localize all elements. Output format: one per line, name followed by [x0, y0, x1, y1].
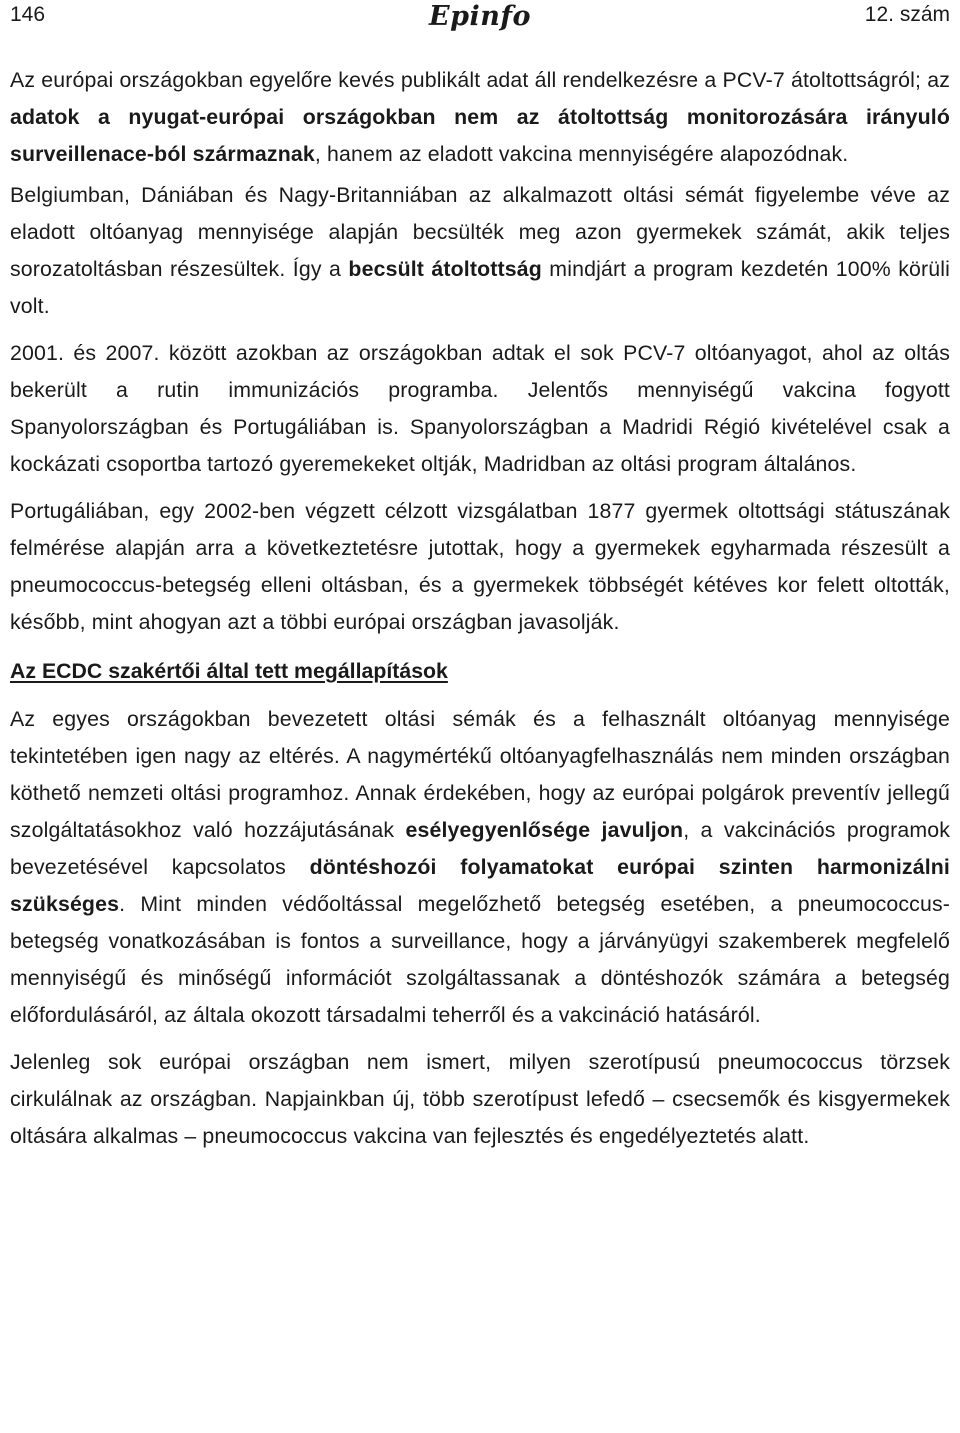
- paragraph-1-bold: adatok a nyugat-európai országokban nem az átoltottság monitorozására irányuló surveillenace-ból származnak: [10, 105, 950, 166]
- paragraph-4-text: Portugáliában, egy 2002-ben végzett célzott vizsgálatban 1877 gyermek oltottsági státuszának felmérése alapján arra a következtetésre jutottak, hogy a gyermekek egyharmada részesült a pneumococcus-betegség elleni oltásban, és a gyermekek többségét kétéves kor felett oltották, később, mint ahogyan azt a többi európai országban javasolják.: [10, 499, 950, 634]
- paragraph-1: [10, 62, 950, 173]
- paragraph-1-text-b: , hanem az eladott vakcina mennyiségére alapozódnak.: [314, 142, 849, 166]
- paragraph-1-text-a: Az európai országokban egyelőre kevés publikált adat áll rendelkezésre a PCV-7 átoltottságról; az: [10, 68, 950, 92]
- paragraph-5: [10, 701, 950, 1034]
- article-body: [10, 62, 950, 1165]
- page-header: [0, 0, 960, 34]
- paragraph-3-text: 2001. és 2007. között azokban az országokban adtak el sok PCV-7 oltóanyagot, ahol az oltás bekerült a rutin immunizációs programba. Jelentős mennyiségű vakcina fogyott Spanyolországban és Portugáliában is. Spanyolországban a Madridi Régió kivételével csak a kockázati csoportba tartozó gyeremekeket oltják, Madridban az oltási program általános.: [10, 341, 950, 476]
- paragraph-5-bold-a: esélyegyenlősége javuljon: [405, 818, 684, 842]
- paragraph-4: [10, 493, 950, 641]
- paragraph-3: [10, 335, 950, 483]
- paragraph-6: [10, 1044, 950, 1155]
- paragraph-2-text-b: mindjárt a program kezdetén 100% körüli volt.: [10, 257, 950, 318]
- issue-number: 12. szám: [864, 3, 950, 26]
- paragraph-6-text: Jelenleg sok európai országban nem ismert, milyen szerotípusú pneumococcus törzsek cirkulálnak az országban. Napjainkban új, több szerotípust lefedő – csecsemők és kisgyermekek oltására alkalmas – pneumococcus vakcina van fejlesztés és engedélyeztetés alatt.: [10, 1050, 950, 1148]
- section-heading: Az ECDC szakértői által tett megállapítások: [10, 659, 448, 683]
- page-number: 146: [10, 3, 46, 26]
- epinfo-logo: Epinfo: [429, 1, 531, 32]
- paragraph-2-text-a: Belgiumban, Dániában és Nagy-Britanniában az alkalmazott oltási sémát figyelembe véve az eladott oltóanyag mennyisége alapján becsülték meg azon gyermekek számát, akik teljes sorozatoltásban részesültek. Így a: [10, 183, 950, 281]
- paragraph-5-text-c: . Mint minden védőoltással megelőzhető betegség esetében, a pneumococcus-betegség vonatkozásában is fontos a surveillance, hogy a járványügyi szakemberek megfelelő mennyiségű és minőségű információt szolgáltassanak a döntéshozók számára a betegség előfordulásáról, az általa okozott társadalmi teherről és a vakcináció hatásáról.: [10, 892, 950, 1027]
- paragraph-2: [10, 177, 950, 325]
- paragraph-5-bold-b: döntéshozói folyamatokat európai szinten harmonizálni szükséges: [10, 855, 950, 916]
- paragraph-2-bold: becsült átoltottság: [348, 257, 542, 281]
- paragraph-5-text-a: Az egyes országokban bevezetett oltási sémák és a felhasznált oltóanyag mennyisége tekintetében igen nagy az eltérés. A nagymértékű oltóanyagfelhasználás nem minden országban köthető nemzeti oltási programhoz. Annak érdekében, hogy az európai polgárok preventív jellegű szolgáltatásokhoz való hozzájutásának: [10, 707, 950, 842]
- paragraph-5-text-b: , a vakcinációs programok bevezetésével kapcsolatos: [10, 818, 951, 879]
